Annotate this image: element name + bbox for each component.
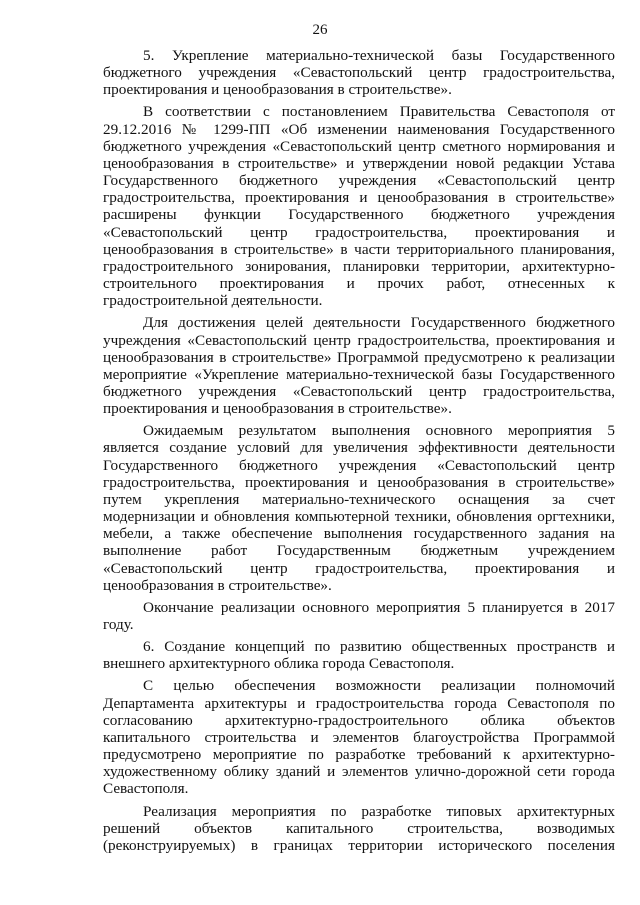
paragraph-activity-5-title: 5. Укрепление материально-технической базы Государственного бюджетного учреждения «Севастопольский центр градостроительства, проектирования и ценообразования в строительстве». — [103, 47, 615, 99]
paragraph-resolution-reference: В соответствии с постановлением Правительства Севастополя от 29.12.2016 № 1299-ПП «Об изменении наименования Государственного бюджетного учреждения «Севастопольский центр сметного нормирования и ценообразования в строительстве» и утверждении новой редакции Устава Государственного бюджетного учреждения «Севастопольский центр градостроительства, проектирования и ценообразования в строительстве» расширены функции Государственного бюджетного учреждения «Севастопольский центр градостроительства, проектирования и ценообразования в строительстве» в части территориального планирования, градостроительного зонирования, планировки территории, архитектурно-строительного проектирования и прочих работ, отнесенных к градостроительной деятельности. — [103, 103, 615, 310]
paragraph-architecture-requirements: С целью обеспечения возможности реализации полномочий Департамента архитектуры и градостроительства города Севастополя по согласованию архитектурно-градостроительного облика объектов капитального строительства и элементов благоустройства Программой предусмотрено мероприятие по разработке требований к архитектурно-художественному облику зданий и элементов улично-дорожной сети города Севастополя. — [103, 677, 615, 798]
page-number: 26 — [312, 22, 328, 38]
paragraph-expected-result: Ожидаемым результатом выполнения основного мероприятия 5 является создание условий для увеличения эффективности деятельности Государственного бюджетного учреждения «Севастопольский центр градостроительства, проектирования и ценообразования в строительстве» путем укрепления материально-технического оснащения за счет модернизации и обновления компьютерной техники, обновления оргтехники, мебели, а также обеспечение выполнения государственного задания на выполнение работ Государственным бюджетным учреждением «Севастопольский центр градостроительства, проектирования и ценообразования в строительстве». — [103, 422, 615, 594]
document-body — [103, 47, 615, 859]
paragraph-completion-date: Окончание реализации основного мероприятия 5 планируется в 2017 году. — [103, 598, 615, 633]
paragraph-activity-6-title: 6. Создание концепций по развитию общественных пространств и внешнего архитектурного облика города Севастополя. — [103, 638, 615, 673]
paragraph-typical-solutions: Реализация мероприятия по разработке типовых архитектурных решений объектов капитального строительства, возводимых (реконструируемых) в границах территории исторического поселения — [103, 802, 615, 854]
paragraph-program-goal: Для достижения целей деятельности Государственного бюджетного учреждения «Севастопольский центр градостроительства, проектирования и ценообразования в строительстве» Программой предусмотрено к реализации мероприятие «Укрепление материально-технической базы Государственного бюджетного учреждения «Севастопольский центр градостроительства, проектирования и ценообразования в строительстве». — [103, 314, 615, 418]
